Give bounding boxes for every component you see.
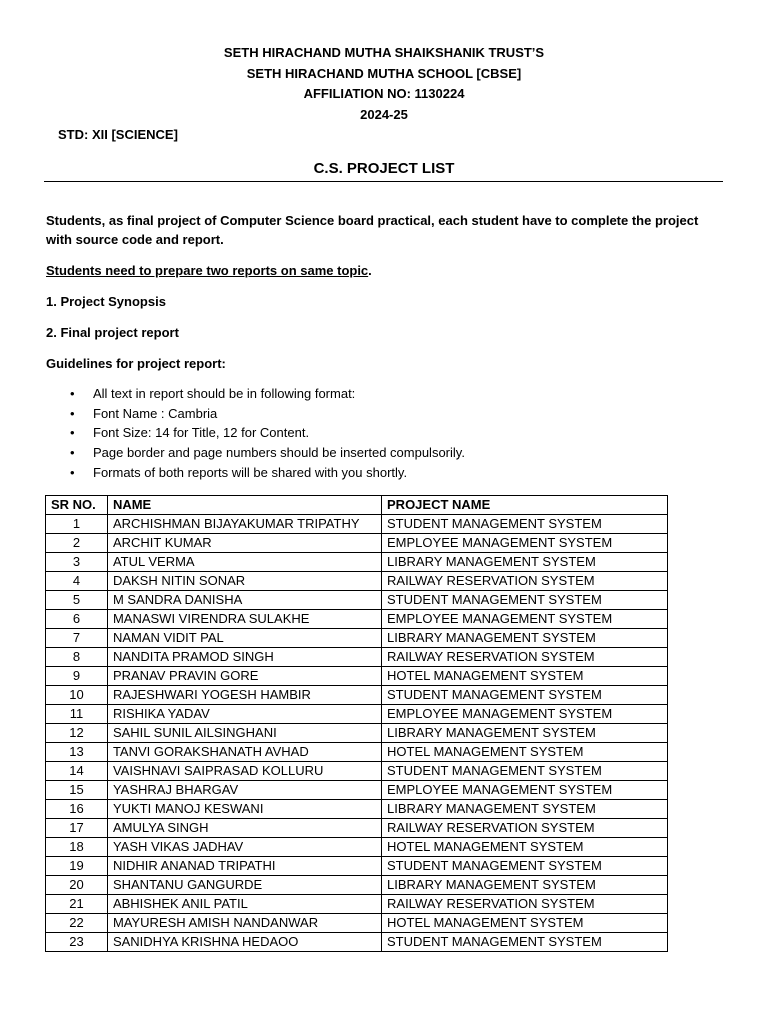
student-name-cell: RAJESHWARI YOGESH HAMBIR <box>107 686 381 705</box>
table-row <box>46 819 668 838</box>
table-row <box>46 838 668 857</box>
sr-no-cell: 8 <box>46 648 108 667</box>
guideline-item: • All text in report should be in following format: <box>93 384 465 404</box>
reports-note-text: Students need to prepare two reports on same topic <box>46 263 369 278</box>
reports-note <box>46 261 716 280</box>
report-item-final: 2. Final project report <box>46 325 179 340</box>
page-title: C.S. PROJECT LIST <box>313 160 455 177</box>
sr-no-cell: 13 <box>46 743 108 762</box>
project-name-cell: LIBRARY MANAGEMENT SYSTEM <box>382 724 668 743</box>
student-name-cell: NIDHIR ANANAD TRIPATHI <box>107 857 381 876</box>
student-name-cell: MANASWI VIRENDRA SULAKHE <box>107 610 381 629</box>
academic-year: 2024-25 <box>360 107 408 122</box>
project-name-cell: HOTEL MANAGEMENT SYSTEM <box>382 914 668 933</box>
guidelines-heading: Guidelines for project report: <box>46 356 226 371</box>
student-name-cell: TANVI GORAKSHANATH AVHAD <box>107 743 381 762</box>
student-name-cell: AMULYA SINGH <box>107 819 381 838</box>
intro-paragraph: Students, as final project of Computer Science board practical, each student have to complete the project with source code and report. <box>46 213 699 247</box>
project-name-cell: HOTEL MANAGEMENT SYSTEM <box>382 667 668 686</box>
guideline-item: • Formats of both reports will be shared with you shortly. <box>93 463 465 483</box>
student-name-cell: SHANTANU GANGURDE <box>107 876 381 895</box>
project-name-cell: LIBRARY MANAGEMENT SYSTEM <box>382 876 668 895</box>
student-name-cell: VAISHNAVI SAIPRASAD KOLLURU <box>107 762 381 781</box>
table-row <box>46 781 668 800</box>
table-row <box>46 857 668 876</box>
standard-label: STD: XII [SCIENCE] <box>58 127 178 142</box>
table-row <box>46 743 668 762</box>
project-name-cell: LIBRARY MANAGEMENT SYSTEM <box>382 553 668 572</box>
guidelines-list <box>46 384 465 483</box>
sr-no-cell: 16 <box>46 800 108 819</box>
affiliation-number: AFFILIATION NO: 1130224 <box>303 86 465 101</box>
project-name-cell: STUDENT MANAGEMENT SYSTEM <box>382 762 668 781</box>
header-project-name: PROJECT NAME <box>382 496 668 515</box>
sr-no-cell: 1 <box>46 515 108 534</box>
sr-no-cell: 18 <box>46 838 108 857</box>
student-name-cell: PRANAV PRAVIN GORE <box>107 667 381 686</box>
table-row <box>46 534 668 553</box>
sr-no-cell: 21 <box>46 895 108 914</box>
project-name-cell: LIBRARY MANAGEMENT SYSTEM <box>382 800 668 819</box>
project-list-table <box>45 495 668 952</box>
sr-no-cell: 5 <box>46 591 108 610</box>
project-name-cell: EMPLOYEE MANAGEMENT SYSTEM <box>382 610 668 629</box>
project-name-cell: STUDENT MANAGEMENT SYSTEM <box>382 686 668 705</box>
student-name-cell: MAYURESH AMISH NANDANWAR <box>107 914 381 933</box>
student-name-cell: NAMAN VIDIT PAL <box>107 629 381 648</box>
project-name-cell: RAILWAY RESERVATION SYSTEM <box>382 648 668 667</box>
table-row <box>46 876 668 895</box>
sr-no-cell: 20 <box>46 876 108 895</box>
table-header-row <box>46 496 668 515</box>
sr-no-cell: 14 <box>46 762 108 781</box>
student-name-cell: RISHIKA YADAV <box>107 705 381 724</box>
sr-no-cell: 22 <box>46 914 108 933</box>
student-name-cell: ARCHIT KUMAR <box>107 534 381 553</box>
student-name-cell: ABHISHEK ANIL PATIL <box>107 895 381 914</box>
sr-no-cell: 10 <box>46 686 108 705</box>
table-row <box>46 515 668 534</box>
project-name-cell: RAILWAY RESERVATION SYSTEM <box>382 819 668 838</box>
sr-no-cell: 7 <box>46 629 108 648</box>
table-row <box>46 933 668 952</box>
table-row <box>46 762 668 781</box>
table-row <box>46 553 668 572</box>
student-name-cell: YASH VIKAS JADHAV <box>107 838 381 857</box>
table-row <box>46 724 668 743</box>
student-name-cell: SANIDHYA KRISHNA HEDAOO <box>107 933 381 952</box>
guideline-item: • Font Name : Cambria <box>93 404 465 424</box>
project-name-cell: STUDENT MANAGEMENT SYSTEM <box>382 933 668 952</box>
sr-no-cell: 11 <box>46 705 108 724</box>
project-name-cell: RAILWAY RESERVATION SYSTEM <box>382 895 668 914</box>
student-name-cell: YASHRAJ BHARGAV <box>107 781 381 800</box>
trust-name: SETH HIRACHAND MUTHA SHAIKSHANIK TRUST’S <box>223 45 545 60</box>
project-name-cell: HOTEL MANAGEMENT SYSTEM <box>382 743 668 762</box>
sr-no-cell: 15 <box>46 781 108 800</box>
project-name-cell: STUDENT MANAGEMENT SYSTEM <box>382 515 668 534</box>
table-row <box>46 610 668 629</box>
table-row <box>46 629 668 648</box>
project-name-cell: RAILWAY RESERVATION SYSTEM <box>382 572 668 591</box>
sr-no-cell: 12 <box>46 724 108 743</box>
project-name-cell: HOTEL MANAGEMENT SYSTEM <box>382 838 668 857</box>
sr-no-cell: 9 <box>46 667 108 686</box>
table-row <box>46 914 668 933</box>
student-name-cell: YUKTI MANOJ KESWANI <box>107 800 381 819</box>
project-name-cell: STUDENT MANAGEMENT SYSTEM <box>382 857 668 876</box>
project-name-cell: EMPLOYEE MANAGEMENT SYSTEM <box>382 534 668 553</box>
table-row <box>46 686 668 705</box>
sr-no-cell: 2 <box>46 534 108 553</box>
student-name-cell: ATUL VERMA <box>107 553 381 572</box>
reports-note-end: . <box>368 263 372 278</box>
sr-no-cell: 23 <box>46 933 108 952</box>
student-name-cell: M SANDRA DANISHA <box>107 591 381 610</box>
sr-no-cell: 3 <box>46 553 108 572</box>
project-name-cell: STUDENT MANAGEMENT SYSTEM <box>382 591 668 610</box>
sr-no-cell: 4 <box>46 572 108 591</box>
table-row <box>46 895 668 914</box>
sr-no-cell: 17 <box>46 819 108 838</box>
table-row <box>46 648 668 667</box>
school-name: SETH HIRACHAND MUTHA SCHOOL [CBSE] <box>246 66 522 81</box>
header-sr-no: SR NO. <box>46 496 108 515</box>
table-row <box>46 667 668 686</box>
student-name-cell: DAKSH NITIN SONAR <box>107 572 381 591</box>
project-name-cell: EMPLOYEE MANAGEMENT SYSTEM <box>382 781 668 800</box>
title-divider <box>44 181 723 182</box>
sr-no-cell: 6 <box>46 610 108 629</box>
student-name-cell: SAHIL SUNIL AILSINGHANI <box>107 724 381 743</box>
guideline-item: • Font Size: 14 for Title, 12 for Content. <box>93 423 465 443</box>
table-row <box>46 591 668 610</box>
student-name-cell: ARCHISHMAN BIJAYAKUMAR TRIPATHY <box>107 515 381 534</box>
table-row <box>46 572 668 591</box>
guideline-item: • Page border and page numbers should be inserted compulsorily. <box>93 443 465 463</box>
sr-no-cell: 19 <box>46 857 108 876</box>
project-name-cell: LIBRARY MANAGEMENT SYSTEM <box>382 629 668 648</box>
student-name-cell: NANDITA PRAMOD SINGH <box>107 648 381 667</box>
project-name-cell: EMPLOYEE MANAGEMENT SYSTEM <box>382 705 668 724</box>
header-name: NAME <box>107 496 381 515</box>
table-row <box>46 705 668 724</box>
report-item-synopsis: 1. Project Synopsis <box>46 294 166 309</box>
table-row <box>46 800 668 819</box>
